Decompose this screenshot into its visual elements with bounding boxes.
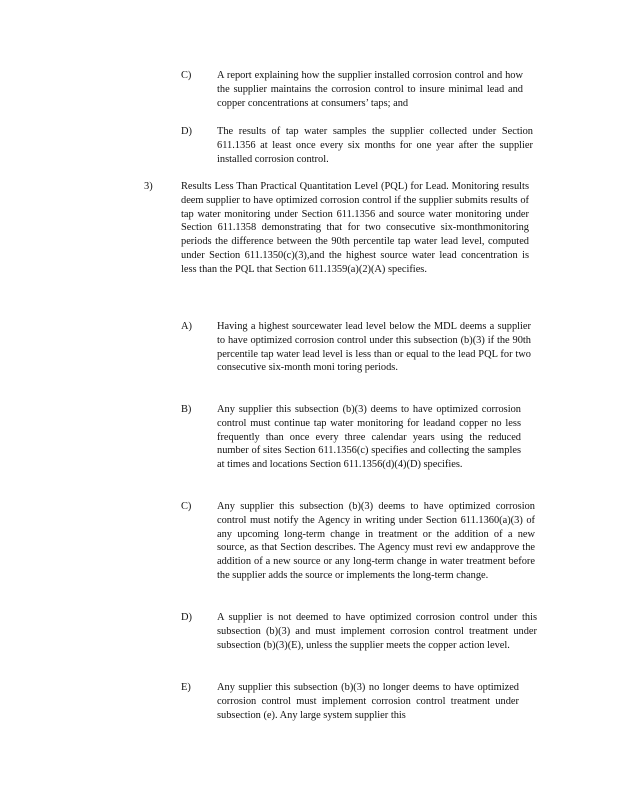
item-text: Any supplier this subsection (b)(3) deems to have optimized corrosion control must notify the Agency in writing under Section 611.1360(a)(3) of any upcoming long-term change in treatment or the addition of a new source, as that Section describes. The Agency must revi ew andapprove the addition of a new source or any long-term change in water treatment before the supplier adds the source or implements the long-term change. — [217, 501, 535, 581]
item-text: Any supplier this subsection (b)(3) no longer deems to have optimized corrosion control must implement corrosion control treatment under subsection (e). Any large system supplier this — [217, 682, 519, 721]
item-label: D) — [181, 612, 192, 623]
item-text: A report explaining how the supplier installed corrosion control and how the supplier maintains the corrosion control to insure minimal lead and copper concentrations at consumers’ taps; and — [217, 70, 523, 109]
item-label: B) — [181, 404, 192, 415]
item-text: Any supplier this subsection (b)(3) deems to have optimized corrosion control must continue tap water monitoring for leadand copper no less frequently than once every three calendar years using the reduced number of sites Section 611.1356(c) specifies and collecting the samples at times and locations Section 611.1356(d)(4)(D) specifies. — [217, 404, 521, 471]
item-text: The results of tap water samples the supplier collected under Section 611.1356 at least once every six months for one year after the supplier installed corrosion control. — [217, 126, 533, 165]
item-label: C) — [181, 501, 192, 512]
item-text: Having a highest sourcewater lead level below the MDL deems a supplier to have optimized corrosion control under this subsection (b)(3) if the 90th percentile tap water lead level is less than or equal to the lead PQL for two consecutive six-month moni toring periods. — [217, 321, 531, 374]
item-text: Results Less Than Practical Quantitation Level (PQL) for Lead. Monitoring results deem supplier to have optimized corrosion control if the supplier submits results of tap water monitoring under Section 611.1356 and source water monitoring under Section 611.1358 demonstrating that for two consecutive six-monthmonitoring periods the difference between the 90th percentile tap water lead level, computed under Section 611.1350(c)(3),and the highest source water lead concentration is less than the PQL that Section 611.1359(a)(2)(A) specifies. — [181, 181, 529, 275]
item-label: C) — [181, 70, 192, 81]
item-label: E) — [181, 682, 191, 693]
item-label: 3) — [144, 181, 153, 192]
item-label: A) — [181, 321, 192, 332]
item-text: A supplier is not deemed to have optimized corrosion control under this subsection (b)(3) and must implement corrosion control treatment under subsection (b)(3)(E), unless the supplier meets the copper action level. — [217, 612, 537, 651]
item-label: D) — [181, 126, 192, 137]
